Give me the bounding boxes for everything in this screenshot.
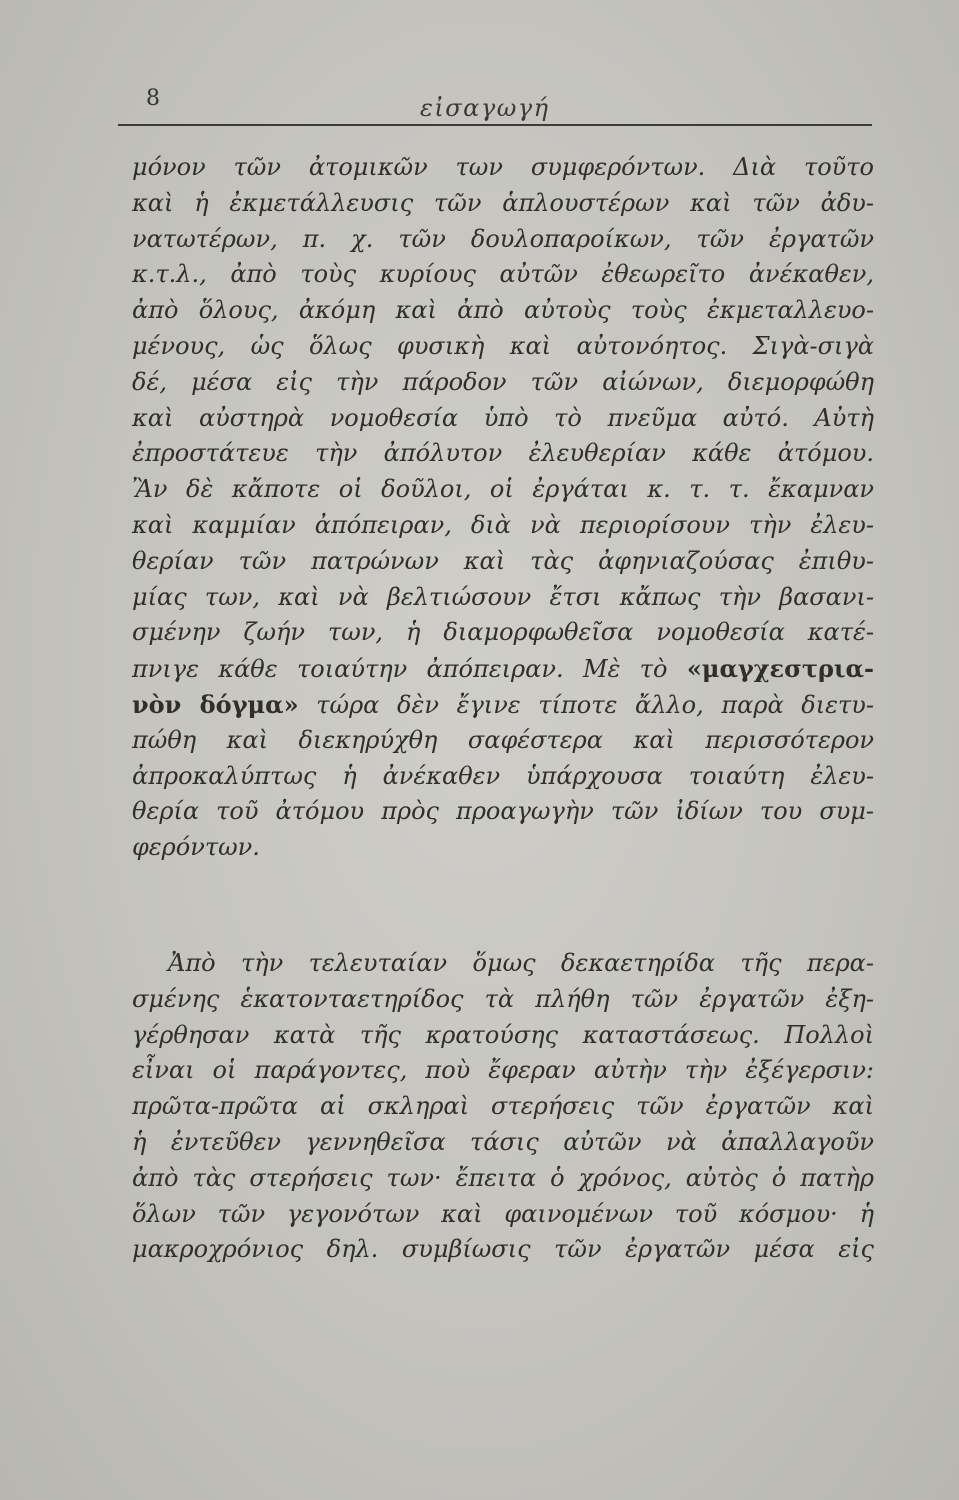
paragraph-1 [132, 150, 874, 866]
text-line: σμένης ἑκατονταετηρίδος τὰ πλήθη τῶν ἐργατῶν ἐξη- [132, 984, 874, 1013]
page-number: 8 [146, 86, 160, 111]
text-line: θερίαν τῶν πατρώνων καὶ τὰς ἀφηνιαζούσας ἐπιθυ- [132, 546, 874, 575]
text-line: καὶ αὐστηρὰ νομοθεσία ὑπὸ τὸ πνεῦμα αὐτό. Αὐτὴ [132, 403, 874, 432]
text-line: ἀπὸ ὅλους, ἀκόμη καὶ ἀπὸ αὐτοὺς τοὺς ἐκμεταλλευο- [132, 296, 874, 325]
text-line: μίας των, καὶ νὰ βελτιώσουν ἔτσι κἄπως τὴν βασανι- [132, 582, 874, 611]
page-header [118, 82, 872, 126]
text-line: ἀπὸ τὰς στερήσεις των· ἔπειτα ὁ χρόνος, αὐτὸς ὁ πατὴρ [132, 1163, 874, 1192]
text-line: γέρθησαν κατὰ τῆς κρατούσης καταστάσεως. Πολλοὶ [132, 1020, 874, 1049]
text-line-rest: τώρα δὲν ἔγινε τίποτε ἄλλο, παρὰ διετυ- [316, 690, 874, 719]
paragraph-2 [132, 946, 874, 1268]
text-line: μόνον τῶν ἀτομικῶν των συμφερόντων. Διὰ τοῦτο [132, 153, 874, 181]
text-line: ἀπροκαλύπτως ἡ ἀνέκαθεν ὑπάρχουσα τοιαύτη ἐλευ- [132, 761, 874, 790]
text-line: μένους, ὡς ὅλως φυσικὴ καὶ αὐτονόητος. Σιγὰ-σιγὰ [132, 331, 874, 360]
text-line: Ἀπὸ τὴν τελευταίαν ὅμως δεκαετηρίδα τῆς περα- [168, 948, 874, 977]
text-line: πώθη καὶ διεκηρύχθη σαφέστερα καὶ περισσότερον [132, 725, 874, 754]
text-line-start: πνιγε κάθε τοιαύτην ἀπόπειραν. Μὲ τὸ [132, 655, 668, 684]
text-line: εἶναι οἱ παράγοντες, ποὺ ἔφεραν αὐτὴν τὴν ἐξέγερσιν: [132, 1056, 874, 1085]
text-line: δέ, μέσα εἰς τὴν πάροδον τῶν αἰώνων, διεμορφώθη [132, 367, 874, 396]
body-text [132, 150, 874, 1268]
text-line [132, 651, 874, 687]
running-title: εἰσαγωγή [420, 94, 550, 122]
text-line: κ.τ.λ., ἀπὸ τοὺς κυρίους αὐτῶν ἐθεωρεῖτο ἀνέκαθεν, [132, 260, 874, 289]
text-line: μακροχρόνιος δηλ. συμβίωσις τῶν ἐργατῶν μέσα εἰς [132, 1235, 874, 1264]
bold-phrase-end: νὸν δόγμα» [132, 689, 299, 719]
text-line: καὶ καμμίαν ἀπόπειραν, διὰ νὰ περιορίσουν τὴν ἐλευ- [132, 510, 874, 539]
text-line: φερόντων. [132, 833, 260, 862]
bold-phrase-start: «μαγχεστρια- [686, 654, 874, 684]
text-line [132, 687, 874, 723]
text-line: Ἂν δὲ κἄποτε οἱ δοῦλοι, οἱ ἐργάται κ. τ. τ. ἔκαμναν [132, 475, 874, 504]
text-line: σμένην ζωήν των, ἡ διαμορφωθεῖσα νομοθεσία κατέ- [132, 618, 874, 647]
text-line: ἡ ἐντεῦθεν γεννηθεῖσα τάσις αὐτῶν νὰ ἀπαλλαγοῦν [132, 1127, 874, 1156]
text-line: καὶ ἡ ἐκμετάλλευσις τῶν ἁπλουστέρων καὶ τῶν ἀδυ- [132, 188, 874, 217]
text-line: ὅλων τῶν γεγονότων καὶ φαινομένων τοῦ κόσμου· ἡ [132, 1199, 874, 1228]
text-line: ἐπροστάτευε τὴν ἀπόλυτον ἐλευθερίαν κάθε ἀτόμου. [132, 439, 874, 468]
header-rule [118, 124, 872, 126]
text-line: νατωτέρων, π. χ. τῶν δουλοπαροίκων, τῶν ἐργατῶν [132, 224, 874, 253]
text-line: θερία τοῦ ἀτόμου πρὸς προαγωγὴν τῶν ἰδίων του συμ- [132, 797, 874, 826]
text-line: πρῶτα-πρῶτα αἱ σκληραὶ στερήσεις τῶν ἐργατῶν καὶ [132, 1092, 874, 1121]
